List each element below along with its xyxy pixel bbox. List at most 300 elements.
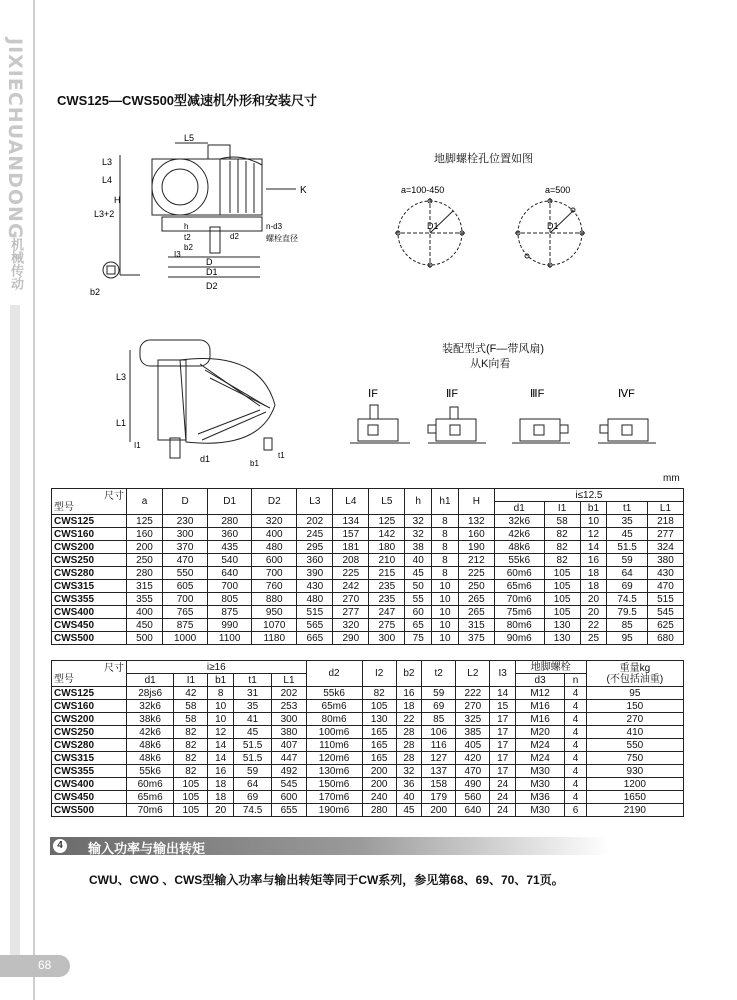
- value-cell: 10: [432, 593, 459, 606]
- value-cell: 202: [272, 687, 306, 700]
- value-cell: 105: [544, 606, 580, 619]
- value-cell: 16: [208, 765, 233, 778]
- bolt-diameter-label: 螺栓直径: [266, 234, 298, 243]
- table-row: [52, 804, 684, 817]
- value-cell: 12: [580, 528, 607, 541]
- assembly-subtitle: 从K向看: [470, 358, 511, 370]
- value-cell: 55k6: [306, 687, 362, 700]
- t1-sub-b1: b1: [580, 502, 607, 515]
- value-cell: 10: [208, 713, 233, 726]
- value-cell: 190m6: [306, 804, 362, 817]
- model-cell: CWS125: [52, 515, 127, 528]
- model-cell: CWS400: [52, 606, 127, 619]
- value-cell: 125: [127, 515, 163, 528]
- value-cell: 265: [458, 606, 494, 619]
- model-cell: CWS355: [52, 593, 127, 606]
- sidebar-bar: [10, 305, 20, 955]
- value-cell: 420: [456, 752, 490, 765]
- value-cell: 605: [162, 580, 207, 593]
- t1-h-a: a: [127, 489, 163, 515]
- value-cell: 82: [544, 541, 580, 554]
- value-cell: 31: [233, 687, 272, 700]
- value-cell: 105: [174, 791, 208, 804]
- value-cell: 160: [458, 528, 494, 541]
- value-cell: 300: [162, 528, 207, 541]
- value-cell: 20: [580, 606, 607, 619]
- table-row: [52, 619, 684, 632]
- value-cell: 120m6: [306, 752, 362, 765]
- value-cell: 280: [208, 515, 252, 528]
- value-cell: 4: [565, 700, 586, 713]
- value-cell: 69: [422, 700, 456, 713]
- table-row: [52, 791, 684, 804]
- value-cell: 28: [396, 726, 421, 739]
- value-cell: 550: [162, 567, 207, 580]
- value-cell: 2190: [586, 804, 683, 817]
- value-cell: 48k6: [127, 752, 174, 765]
- value-cell: 59: [233, 765, 272, 778]
- value-cell: 82: [174, 739, 208, 752]
- t2-h-t2: t2: [422, 661, 456, 687]
- value-cell: 470: [456, 765, 490, 778]
- value-cell: 430: [297, 580, 333, 593]
- value-cell: 18: [396, 700, 421, 713]
- value-cell: M16: [515, 713, 565, 726]
- value-cell: 750: [586, 752, 683, 765]
- value-cell: 48k6: [494, 541, 544, 554]
- value-cell: M30: [515, 804, 565, 817]
- page-title: CWS125—CWS500型减速机外形和安装尺寸: [57, 93, 318, 108]
- value-cell: 407: [272, 739, 306, 752]
- value-cell: 150: [586, 700, 683, 713]
- value-cell: 410: [586, 726, 683, 739]
- value-cell: 69: [233, 791, 272, 804]
- value-cell: 75m6: [494, 606, 544, 619]
- value-cell: 4: [565, 713, 586, 726]
- table-row: [52, 580, 684, 593]
- value-cell: 200: [362, 778, 396, 791]
- value-cell: 65m6: [494, 580, 544, 593]
- table-row: [52, 765, 684, 778]
- value-cell: 85: [422, 713, 456, 726]
- value-cell: 250: [458, 580, 494, 593]
- t2-sub-d1: d1: [127, 674, 174, 687]
- value-cell: 8: [208, 687, 233, 700]
- value-cell: 4: [565, 752, 586, 765]
- model-cell: CWS280: [52, 739, 127, 752]
- value-cell: M24: [515, 739, 565, 752]
- t1-sub-t1: t1: [607, 502, 648, 515]
- value-cell: 90m6: [494, 632, 544, 645]
- model-cell: CWS500: [52, 632, 127, 645]
- value-cell: 640: [456, 804, 490, 817]
- value-cell: 45: [607, 528, 648, 541]
- section-title: 输入功率与输出转矩: [88, 841, 206, 856]
- value-cell: 116: [422, 739, 456, 752]
- value-cell: 65m6: [306, 700, 362, 713]
- value-cell: 40: [405, 554, 432, 567]
- value-cell: 18: [208, 791, 233, 804]
- value-cell: 235: [369, 580, 405, 593]
- value-cell: 158: [422, 778, 456, 791]
- value-cell: 105: [544, 567, 580, 580]
- value-cell: 157: [333, 528, 369, 541]
- value-cell: 80m6: [494, 619, 544, 632]
- t1-h-h1: h1: [432, 489, 459, 515]
- unit-label: mm: [663, 473, 680, 484]
- table-row: [52, 515, 684, 528]
- value-cell: 315: [458, 619, 494, 632]
- value-cell: 880: [252, 593, 297, 606]
- value-cell: 60m6: [494, 567, 544, 580]
- value-cell: 200: [362, 765, 396, 778]
- value-cell: 82: [174, 752, 208, 765]
- value-cell: 82: [174, 726, 208, 739]
- value-cell: 375: [458, 632, 494, 645]
- value-cell: 1200: [586, 778, 683, 791]
- model-cell: CWS450: [52, 791, 127, 804]
- value-cell: 95: [586, 687, 683, 700]
- table-row: [52, 713, 684, 726]
- sidebar-category: 机械传动: [8, 238, 23, 290]
- value-cell: 540: [208, 554, 252, 567]
- value-cell: 28: [396, 739, 421, 752]
- value-cell: 265: [458, 593, 494, 606]
- t2-sub-b1: b1: [208, 674, 233, 687]
- value-cell: 105: [362, 700, 396, 713]
- value-cell: 212: [458, 554, 494, 567]
- value-cell: 137: [422, 765, 456, 778]
- value-cell: 8: [432, 541, 459, 554]
- dim-H: H: [114, 195, 121, 205]
- table-row: [52, 632, 684, 645]
- value-cell: 400: [252, 528, 297, 541]
- t1-sub-I1: I1: [544, 502, 580, 515]
- model-cell: CWS400: [52, 778, 127, 791]
- value-cell: 240: [362, 791, 396, 804]
- value-cell: 32: [405, 528, 432, 541]
- value-cell: 325: [456, 713, 490, 726]
- value-cell: 12: [208, 726, 233, 739]
- dim-t2: t2: [184, 233, 191, 242]
- t1-h-h: h: [405, 489, 432, 515]
- form-IVF: ⅣF: [618, 388, 635, 400]
- value-cell: 315: [127, 580, 163, 593]
- value-cell: 202: [297, 515, 333, 528]
- value-cell: 20: [580, 593, 607, 606]
- model-cell: CWS200: [52, 541, 127, 554]
- value-cell: 380: [647, 554, 683, 567]
- value-cell: 150m6: [306, 778, 362, 791]
- value-cell: 17: [490, 765, 515, 778]
- value-cell: 24: [490, 778, 515, 791]
- value-cell: 430: [647, 567, 683, 580]
- dim-d1: d1: [200, 454, 211, 464]
- value-cell: 65: [405, 619, 432, 632]
- value-cell: 270: [333, 593, 369, 606]
- hole-a-500: a=500: [545, 185, 571, 195]
- value-cell: 200: [422, 804, 456, 817]
- value-cell: 700: [208, 580, 252, 593]
- value-cell: 165: [362, 726, 396, 739]
- value-cell: 16: [396, 687, 421, 700]
- value-cell: 127: [422, 752, 456, 765]
- value-cell: 4: [565, 726, 586, 739]
- value-cell: 385: [456, 726, 490, 739]
- value-cell: 25: [580, 632, 607, 645]
- table-row: [52, 739, 684, 752]
- value-cell: 6: [565, 804, 586, 817]
- value-cell: 1000: [162, 632, 207, 645]
- dim-D2: D2: [206, 281, 218, 291]
- value-cell: M30: [515, 765, 565, 778]
- table-row: [52, 700, 684, 713]
- value-cell: 10: [208, 700, 233, 713]
- value-cell: 280: [362, 804, 396, 817]
- dim-L1: L1: [116, 418, 127, 428]
- value-cell: 545: [647, 606, 683, 619]
- value-cell: 560: [456, 791, 490, 804]
- view-K: K: [300, 185, 307, 196]
- value-cell: 82: [544, 554, 580, 567]
- value-cell: 247: [369, 606, 405, 619]
- hole-a-range: a=100-450: [401, 185, 445, 195]
- t2-sub-L1: L1: [272, 674, 306, 687]
- value-cell: 380: [272, 726, 306, 739]
- dim-D: D: [206, 257, 213, 267]
- value-cell: 490: [456, 778, 490, 791]
- table-row: [52, 593, 684, 606]
- value-cell: 225: [458, 567, 494, 580]
- value-cell: 24: [490, 804, 515, 817]
- value-cell: 655: [272, 804, 306, 817]
- value-cell: 65m6: [127, 791, 174, 804]
- value-cell: 134: [333, 515, 369, 528]
- value-cell: 500: [127, 632, 163, 645]
- value-cell: 10: [432, 580, 459, 593]
- model-cell: CWS315: [52, 752, 127, 765]
- value-cell: 16: [580, 554, 607, 567]
- value-cell: M20: [515, 726, 565, 739]
- page-number-tab: [0, 955, 70, 977]
- value-cell: 74.5: [607, 593, 648, 606]
- dim-t1: t1: [278, 451, 285, 460]
- table-row: [52, 541, 684, 554]
- value-cell: 320: [333, 619, 369, 632]
- value-cell: 132: [458, 515, 494, 528]
- value-cell: 470: [162, 554, 207, 567]
- value-cell: 640: [208, 567, 252, 580]
- value-cell: M36: [515, 791, 565, 804]
- value-cell: 74.5: [233, 804, 272, 817]
- value-cell: 32k6: [494, 515, 544, 528]
- value-cell: 8: [432, 515, 459, 528]
- model-cell: CWS160: [52, 528, 127, 541]
- value-cell: 79.5: [607, 606, 648, 619]
- value-cell: 59: [422, 687, 456, 700]
- dimension-table-1: [51, 488, 684, 645]
- sidebar-rule: [33, 0, 35, 1000]
- value-cell: 270: [456, 700, 490, 713]
- value-cell: 45: [233, 726, 272, 739]
- t1-h-D1: D1: [208, 489, 252, 515]
- value-cell: 18: [580, 580, 607, 593]
- t1-h-H: H: [458, 489, 494, 515]
- value-cell: 22: [396, 713, 421, 726]
- table-row: [52, 752, 684, 765]
- table2-body: [52, 687, 684, 817]
- value-cell: 760: [252, 580, 297, 593]
- value-cell: 990: [208, 619, 252, 632]
- t2-h-d2: d2: [306, 661, 362, 687]
- value-cell: 58: [174, 713, 208, 726]
- value-cell: 85: [607, 619, 648, 632]
- value-cell: 550: [586, 739, 683, 752]
- value-cell: 245: [297, 528, 333, 541]
- value-cell: 950: [252, 606, 297, 619]
- value-cell: 565: [297, 619, 333, 632]
- dim-n-d3: n-d3: [266, 222, 283, 231]
- value-cell: 300: [272, 713, 306, 726]
- value-cell: 95: [607, 632, 648, 645]
- value-cell: 515: [647, 593, 683, 606]
- value-cell: 447: [272, 752, 306, 765]
- value-cell: 14: [580, 541, 607, 554]
- table-row: [52, 567, 684, 580]
- assembly-title: 装配型式(F—带风扇): [442, 343, 545, 355]
- value-cell: 435: [208, 541, 252, 554]
- value-cell: 64: [607, 567, 648, 580]
- value-cell: 295: [297, 541, 333, 554]
- value-cell: 390: [297, 567, 333, 580]
- value-cell: 60m6: [127, 778, 174, 791]
- value-cell: 875: [162, 619, 207, 632]
- value-cell: 805: [208, 593, 252, 606]
- value-cell: 10: [432, 632, 459, 645]
- t2-h-b2: b2: [396, 661, 421, 687]
- value-cell: 280: [127, 567, 163, 580]
- value-cell: 181: [333, 541, 369, 554]
- value-cell: 15: [490, 700, 515, 713]
- table-row: [52, 687, 684, 700]
- value-cell: 875: [208, 606, 252, 619]
- model-cell: CWS450: [52, 619, 127, 632]
- value-cell: 70m6: [127, 804, 174, 817]
- value-cell: 165: [362, 752, 396, 765]
- value-cell: 170m6: [306, 791, 362, 804]
- value-cell: 210: [369, 554, 405, 567]
- value-cell: 765: [162, 606, 207, 619]
- value-cell: 18: [580, 567, 607, 580]
- value-cell: 700: [252, 567, 297, 580]
- value-cell: 218: [647, 515, 683, 528]
- table-row: [52, 554, 684, 567]
- value-cell: M16: [515, 700, 565, 713]
- foot-bolt-title: 地脚螺栓孔位置如图: [434, 153, 533, 165]
- value-cell: 50: [405, 580, 432, 593]
- dim-L3-side: L3: [116, 372, 127, 382]
- value-cell: 42k6: [127, 726, 174, 739]
- table-row: [52, 726, 684, 739]
- hole-D1-left: D1: [427, 221, 439, 231]
- value-cell: 160: [127, 528, 163, 541]
- value-cell: 222: [456, 687, 490, 700]
- fan-drawing: [110, 330, 300, 470]
- value-cell: 275: [369, 619, 405, 632]
- value-cell: 179: [422, 791, 456, 804]
- dim-h: h: [184, 222, 189, 231]
- value-cell: 600: [272, 791, 306, 804]
- value-cell: 82: [544, 528, 580, 541]
- value-cell: 60: [405, 606, 432, 619]
- value-cell: 70m6: [494, 593, 544, 606]
- value-cell: 8: [432, 554, 459, 567]
- t1-h-D: D: [162, 489, 207, 515]
- value-cell: 58: [174, 700, 208, 713]
- value-cell: 480: [297, 593, 333, 606]
- value-cell: 277: [333, 606, 369, 619]
- value-cell: 1180: [252, 632, 297, 645]
- table1-body: [52, 515, 684, 645]
- value-cell: 600: [252, 554, 297, 567]
- t1-h-L4: L4: [333, 489, 369, 515]
- value-cell: 10: [432, 606, 459, 619]
- dim-b2: b2: [90, 287, 101, 297]
- value-cell: 470: [647, 580, 683, 593]
- dim-L3: L3: [102, 157, 113, 167]
- t1-ratio: i≤12.5: [494, 489, 683, 502]
- value-cell: 22: [580, 619, 607, 632]
- value-cell: 4: [565, 791, 586, 804]
- value-cell: 270: [586, 713, 683, 726]
- model-cell: CWS125: [52, 687, 127, 700]
- dim-b2-inner: b2: [184, 243, 193, 252]
- value-cell: 24: [490, 791, 515, 804]
- value-cell: M12: [515, 687, 565, 700]
- t2-bolt: 地脚螺栓: [515, 661, 586, 674]
- value-cell: 45: [405, 567, 432, 580]
- value-cell: 4: [565, 765, 586, 778]
- value-cell: 75: [405, 632, 432, 645]
- dim-L5: L5: [184, 133, 195, 143]
- t2-sub-I1: I1: [174, 674, 208, 687]
- value-cell: 17: [490, 726, 515, 739]
- value-cell: 106: [422, 726, 456, 739]
- value-cell: 208: [333, 554, 369, 567]
- value-cell: 492: [272, 765, 306, 778]
- value-cell: 320: [252, 515, 297, 528]
- value-cell: 8: [432, 567, 459, 580]
- table-row: [52, 528, 684, 541]
- model-cell: CWS500: [52, 804, 127, 817]
- value-cell: 10: [580, 515, 607, 528]
- value-cell: 32: [405, 515, 432, 528]
- t1-sub-d1: d1: [494, 502, 544, 515]
- value-cell: M24: [515, 752, 565, 765]
- t2-sub-n: n: [565, 674, 586, 687]
- value-cell: 59: [607, 554, 648, 567]
- value-cell: 51.5: [607, 541, 648, 554]
- table1-corner: 尺寸 型号: [52, 489, 127, 515]
- value-cell: 125: [369, 515, 405, 528]
- value-cell: 480: [252, 541, 297, 554]
- dim-L4: L4: [102, 175, 113, 185]
- value-cell: 360: [297, 554, 333, 567]
- dim-D1: D1: [206, 267, 218, 277]
- value-cell: 17: [490, 739, 515, 752]
- value-cell: 1070: [252, 619, 297, 632]
- model-cell: CWS250: [52, 554, 127, 567]
